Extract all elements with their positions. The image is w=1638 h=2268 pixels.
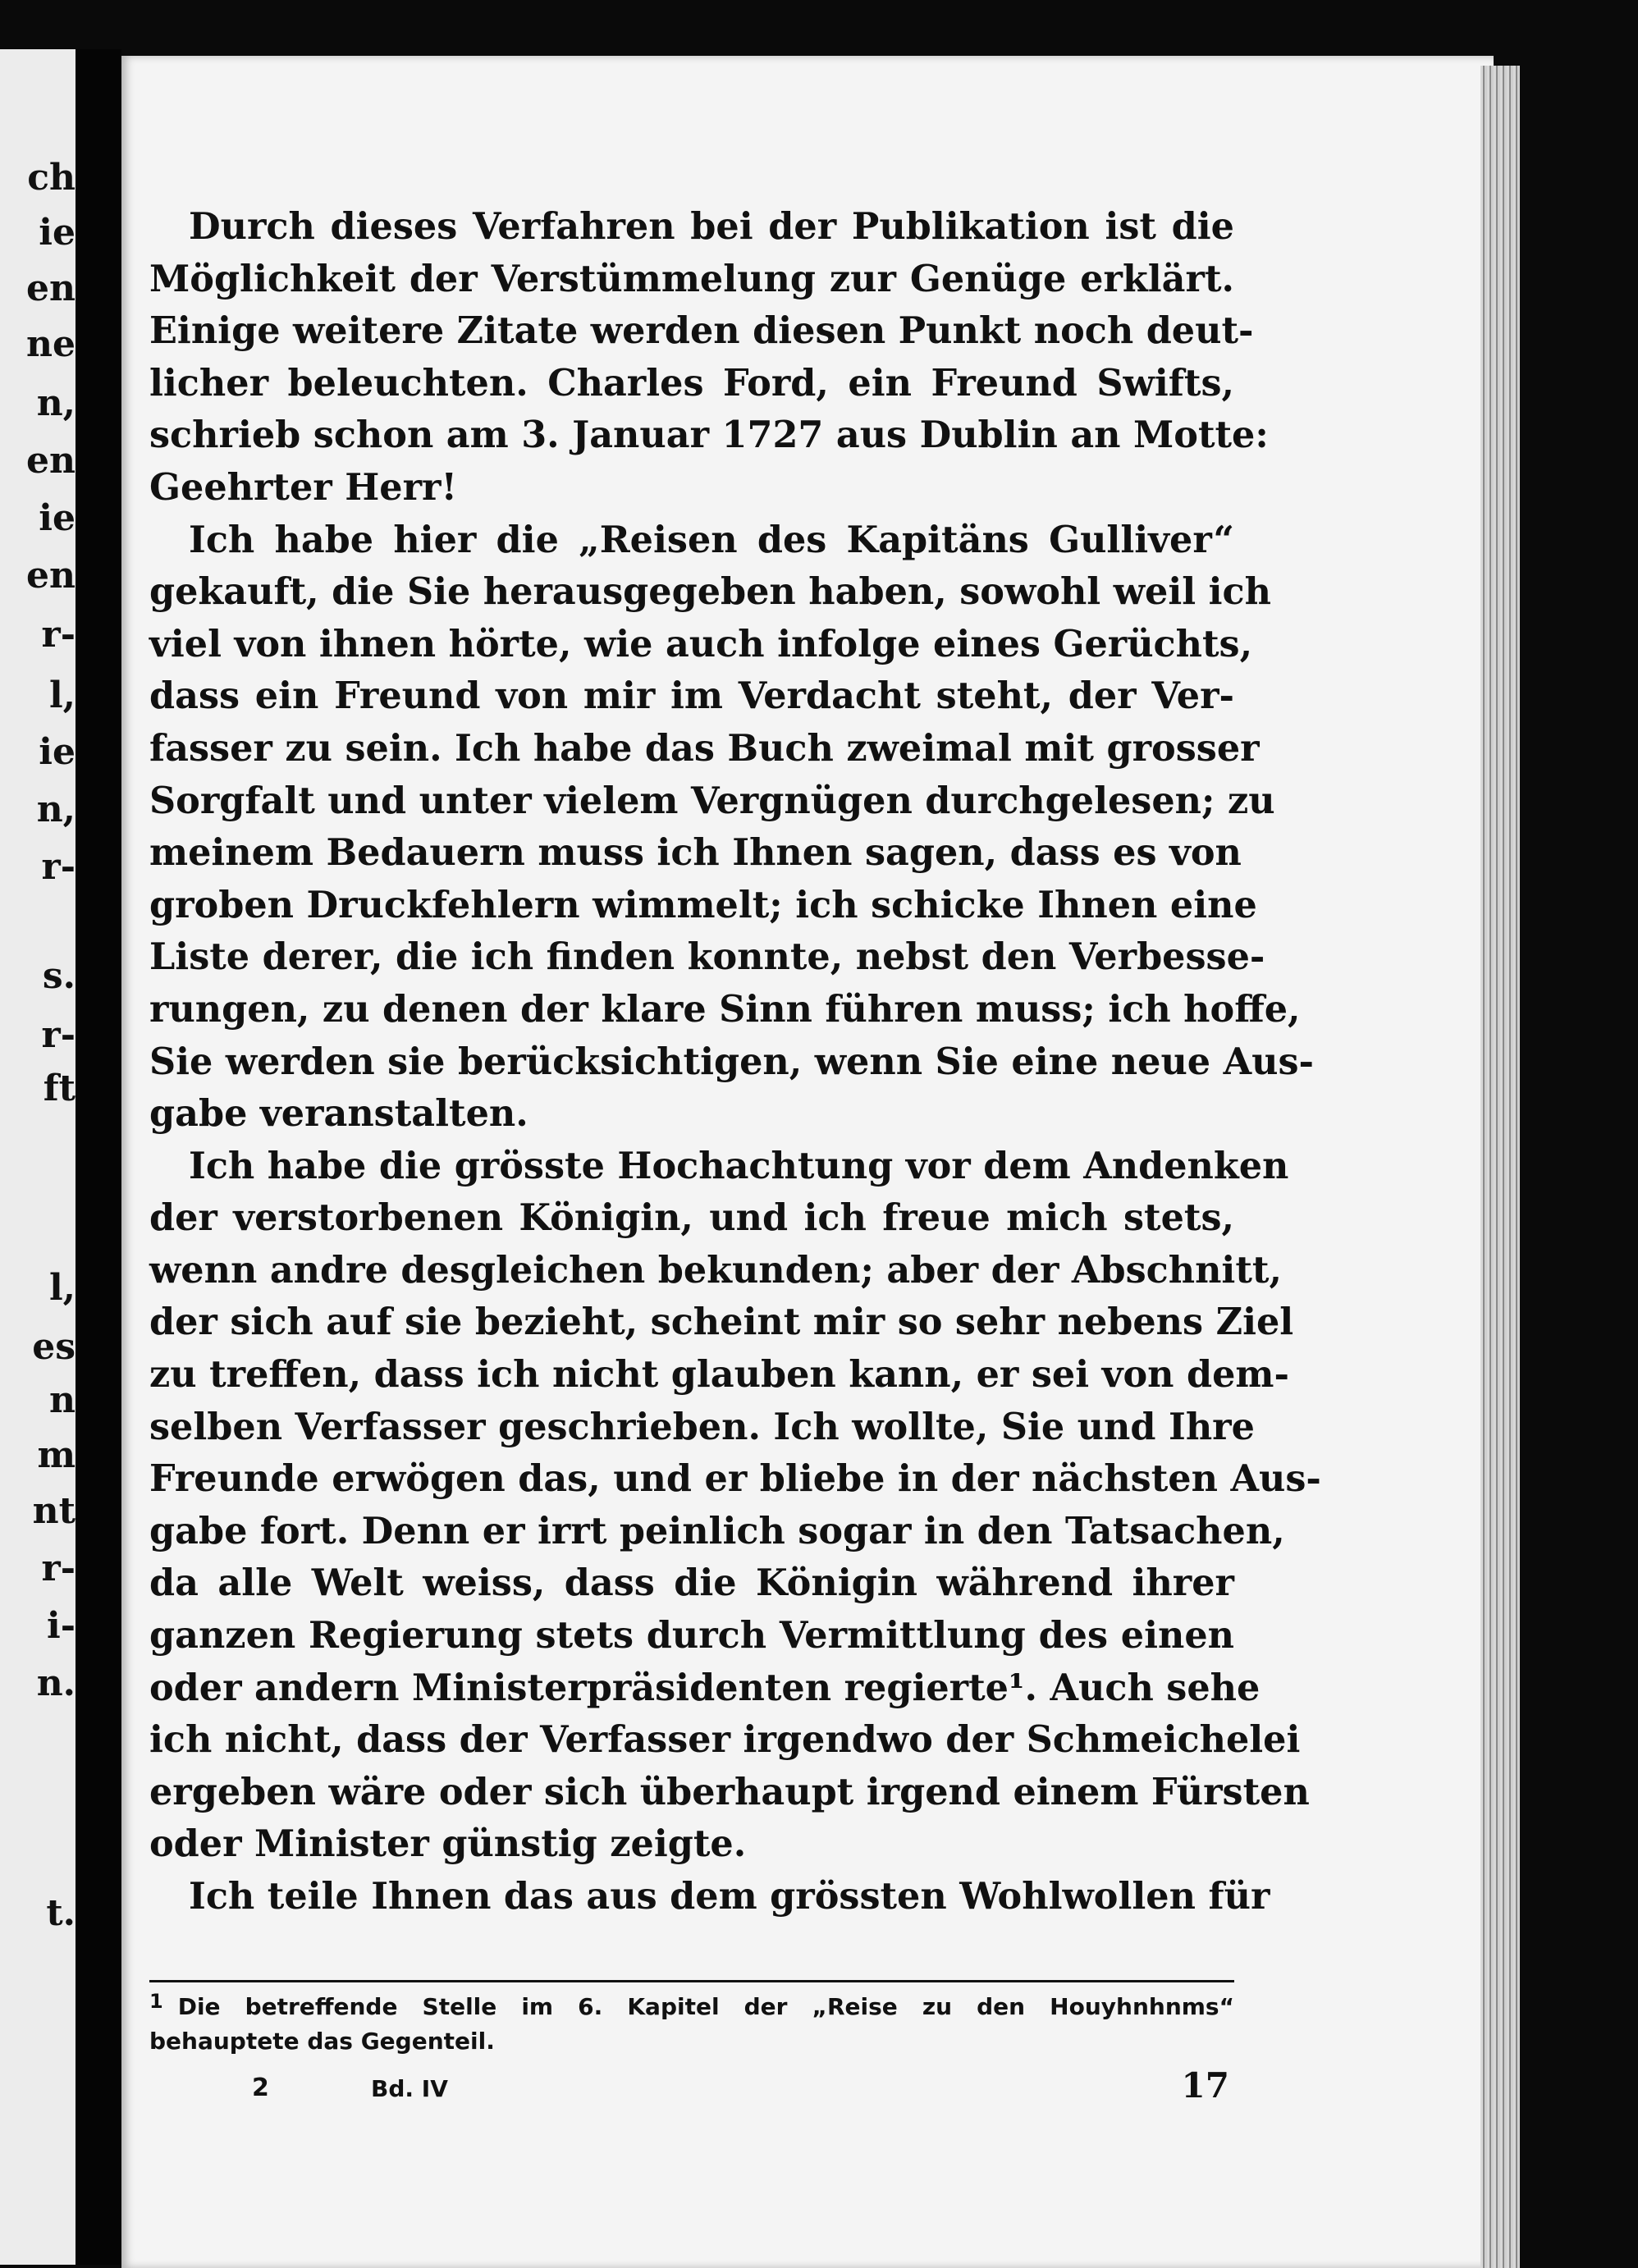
facing-page-fragment: en	[26, 267, 75, 309]
text-line: rungen, zu denen der klare Sinn führen muss; ich hoffe,	[149, 987, 1301, 1031]
facing-page-fragment: ie	[39, 212, 75, 254]
facing-page-fragment: s.	[42, 955, 75, 997]
facing-page-fragment: ie	[39, 497, 75, 539]
facing-page-fragment: t.	[46, 1892, 75, 1934]
text-line: fasser zu sein. Ich habe das Buch zweimal mit grosser	[149, 726, 1260, 770]
text-line: Ich habe die grösste Hochachtung vor dem Andenken	[189, 1144, 1289, 1187]
footnote-marker: 1	[149, 1990, 163, 2013]
text-line: gabe veranstalten.	[149, 1092, 528, 1136]
text-line: Liste derer, die ich finden konnte, nebst den Verbesse-	[149, 935, 1265, 979]
text-line: Ich habe hier die „Reisen des Kapitäns Gulliver“	[189, 518, 1234, 561]
text-line: Durch dieses Verfahren bei der Publikation ist die	[189, 205, 1234, 248]
facing-page-fragment: n,	[36, 382, 75, 424]
facing-page-fragment: n,	[36, 789, 75, 830]
facing-page-fragment: nt	[32, 1490, 75, 1532]
facing-page-fragment: ne	[26, 323, 75, 365]
text-line: Sorgfalt und unter vielem Vergnügen durchgelesen; zu	[149, 779, 1275, 822]
text-line: dass ein Freund von mir im Verdacht steht, der Ver-	[149, 674, 1234, 718]
facing-page-fragment: i-	[47, 1605, 75, 1647]
text-line: Freunde erwögen das, und er bliebe in der nächsten Aus-	[149, 1457, 1321, 1501]
footnote-line-2: behauptete das Gegenteil.	[149, 2028, 495, 2055]
text-line: ergeben wäre oder sich überhaupt irgend einem Fürsten	[149, 1770, 1310, 1813]
book-gutter	[75, 49, 121, 2265]
text-line: Sie werden sie berücksichtigen, wenn Sie eine neue Aus-	[149, 1040, 1315, 1083]
facing-page-fragment: l,	[48, 1267, 75, 1309]
facing-page-fragment: en	[26, 555, 75, 597]
facing-page-fragment: r-	[41, 614, 75, 656]
facing-page-fragment: n	[49, 1379, 75, 1421]
background-right	[1520, 49, 1638, 2268]
text-line: oder andern Ministerpräsidenten regierte¹. Auch sehe	[149, 1666, 1261, 1709]
text-line: ganzen Regierung stets durch Vermittlung des einen	[149, 1614, 1234, 1658]
text-line: licher beleuchten. Charles Ford, ein Freund Swifts,	[149, 361, 1234, 405]
text-line: oder Minister günstig zeigte.	[149, 1822, 747, 1866]
facing-page-fragment: ft	[43, 1068, 75, 1109]
text-line: Ich teile Ihnen das aus dem grössten Wohlwollen für	[189, 1875, 1270, 1918]
footnote-line-1: 1 Die betreffende Stelle im 6. Kapitel der „Reise zu den Houyhnhnms“	[149, 1990, 1234, 2020]
facing-page-fragment: l,	[48, 674, 75, 716]
facing-page-fragment: ie	[39, 731, 75, 773]
text-line: der sich auf sie bezieht, scheint mir so sehr nebens Ziel	[149, 1301, 1294, 1344]
text-line: viel von ihnen hörte, wie auch infolge eines Gerüchts,	[149, 622, 1253, 665]
facing-page-fragment: ch	[27, 157, 75, 199]
facing-page-fragment: m	[37, 1434, 75, 1476]
text-line: Einige weitere Zitate werden diesen Punkt noch deut-	[149, 309, 1254, 353]
body-text	[149, 201, 1321, 1923]
text-line: der verstorbenen Königin, und ich freue mich stets,	[149, 1196, 1234, 1240]
text-line: ich nicht, dass der Verfasser irgendwo der Schmeichelei	[149, 1718, 1301, 1762]
printer-signature: 2	[252, 2074, 269, 2102]
footnote	[149, 1984, 1234, 2059]
text-line: selben Verfasser geschrieben. Ich wollte, Sie und Ihre	[149, 1405, 1255, 1448]
text-line: meinem Bedauern muss ich Ihnen sagen, dass es von	[149, 831, 1242, 875]
page-edge-stack	[1480, 66, 1520, 2268]
text-line: schrieb schon am 3. Januar 1727 aus Dublin an Motte:	[149, 414, 1269, 457]
volume-mark: Bd. IV	[371, 2075, 448, 2102]
facing-page-fragment: en	[26, 440, 75, 482]
text-line: zu treffen, dass ich nicht glauben kann, er sei von dem-	[149, 1353, 1289, 1397]
text-line: wenn andre desgleichen bekunden; aber der Abschnitt,	[149, 1248, 1282, 1292]
page-footer	[149, 2065, 1234, 2119]
text-line: Geehrter Herr!	[149, 465, 458, 509]
text-line: gabe fort. Denn er irrt peinlich sogar in den Tatsachen,	[149, 1509, 1285, 1552]
facing-page-sliver	[0, 49, 75, 2265]
text-line: Möglichkeit der Verstümmelung zur Genüge erklärt.	[149, 257, 1234, 300]
text-line: gekauft, die Sie herausgegeben haben, sowohl weil ich	[149, 570, 1271, 614]
text-line: da alle Welt weiss, dass die Königin während ihrer	[149, 1562, 1234, 1605]
page-number: 17	[1181, 2065, 1229, 2106]
facing-page-fragment: r-	[41, 1014, 75, 1056]
footnote-rule	[149, 1980, 1234, 1982]
text-line: groben Druckfehlern wimmelt; ich schicke Ihnen eine	[149, 883, 1257, 926]
facing-page-fragment: n.	[36, 1662, 75, 1704]
facing-page-fragment: r-	[41, 846, 75, 888]
facing-page-fragment: es	[32, 1326, 75, 1368]
facing-page-fragment: r-	[41, 1548, 75, 1589]
